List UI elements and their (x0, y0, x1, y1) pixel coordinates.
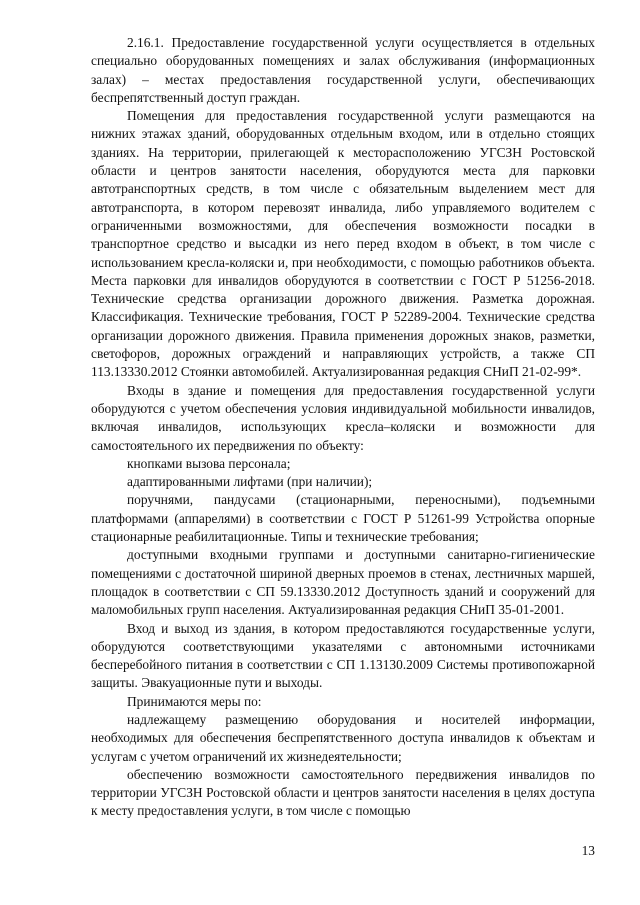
list-item-adapted-lifts: адаптированными лифтами (при наличии); (127, 474, 373, 490)
document-page (91, 34, 595, 821)
list-item-handrails-ramps: поручнями, пандусами (стационарными, переносными), подъемными платформами (аппарелями) в соответствии с ГОСТ Р 51261-99 Устройства опорные стационарные реабилитационные. Типы и технические требования; (91, 492, 595, 545)
paragraph-premises-parking: Помещения для предоставления государственной услуги размещаются на нижних этажах зданий, оборудованных отдельным входом, или в отдельно стоящих зданиях. На территории, прилегающей к месторасположению УГСЗН Ростовской области и центров занятости населения, оборудуются места для парковки автотранспортных средств, в том числе с обязательным выделением мест для автотранспорта, в котором перевозят инвалида, либо управляемого водителем с ограниченными возможностями, для обеспечения возможности посадки в транспортное средство и высадки из него перед входом в объект, в том числе с использованием кресла-коляски и, при необходимости, с помощью работников объекта. Места парковки для инвалидов оборудуются в соответствии с ГОСТ Р 51256-2018. Технические средства организации дорожного движения. Разметка дорожная. Классификация. Технические требования, ГОСТ Р 52289-2004. Технические средства организации дорожного движения. Правила применения дорожных знаков, разметки, светофоров, дорожных ограждений и направляющих устройств, а также СП 113.13330.2012 Стоянки автомобилей. Актуализированная редакция СНиП 21-02-99*. (91, 108, 595, 380)
paragraph-2-16-1: 2.16.1. Предоставление государственной услуги осуществляется в отдельных специально оборудованных помещениях и залах обслуживания (информационных залах) – местах предоставления государственной услуги, обеспечивающих беспрепятственный доступ граждан. (91, 35, 595, 105)
list-item-call-buttons: кнопками вызова персонала; (127, 455, 291, 471)
paragraph-entry-exit-signs: Вход и выход из здания, в котором предоставляются государственные услуги, оборудуются соответствующими указателями с автономными источниками бесперебойного питания в соответствии с СП 1.13130.2009 Системы противопожарной защиты. Эвакуационные пути и выходы. (91, 620, 595, 691)
paragraph-measures-intro: Принимаются меры по: (127, 693, 262, 709)
page-number: 13 (581, 843, 595, 858)
list-item-equipment-placement: надлежащему размещению оборудования и носителей информации, необходимых для обеспечения беспрепятственного доступа инвалидов к объектам и услугам с учетом ограничений их жизнедеятельности; (91, 711, 595, 764)
list-item-independent-movement: обеспечению возможности самостоятельного передвижения инвалидов по территории УГСЗН Ростовской области и центров занятости населения в целях доступа к месту предоставления услуги, в том числе с помощью (91, 766, 595, 819)
paragraph-entrances: Входы в здание и помещения для предоставления государственной услуги оборудуются с учетом обеспечения условия индивидуальной мобильности инвалидов, включая инвалидов, использующих кресла–коляски и возможности для самостоятельного их передвижения по объекту: (91, 382, 595, 453)
list-item-accessible-entrances: доступными входными группами и доступными санитарно-гигиенические помещениями с достаточной шириной дверных проемов в стенах, лестничных маршей, площадок в соответствии с СП 59.13330.2012 Доступность зданий и сооружений для маломобильных групп населения. Актуализированная редакция СНиП 35-01-2001. (91, 547, 595, 618)
